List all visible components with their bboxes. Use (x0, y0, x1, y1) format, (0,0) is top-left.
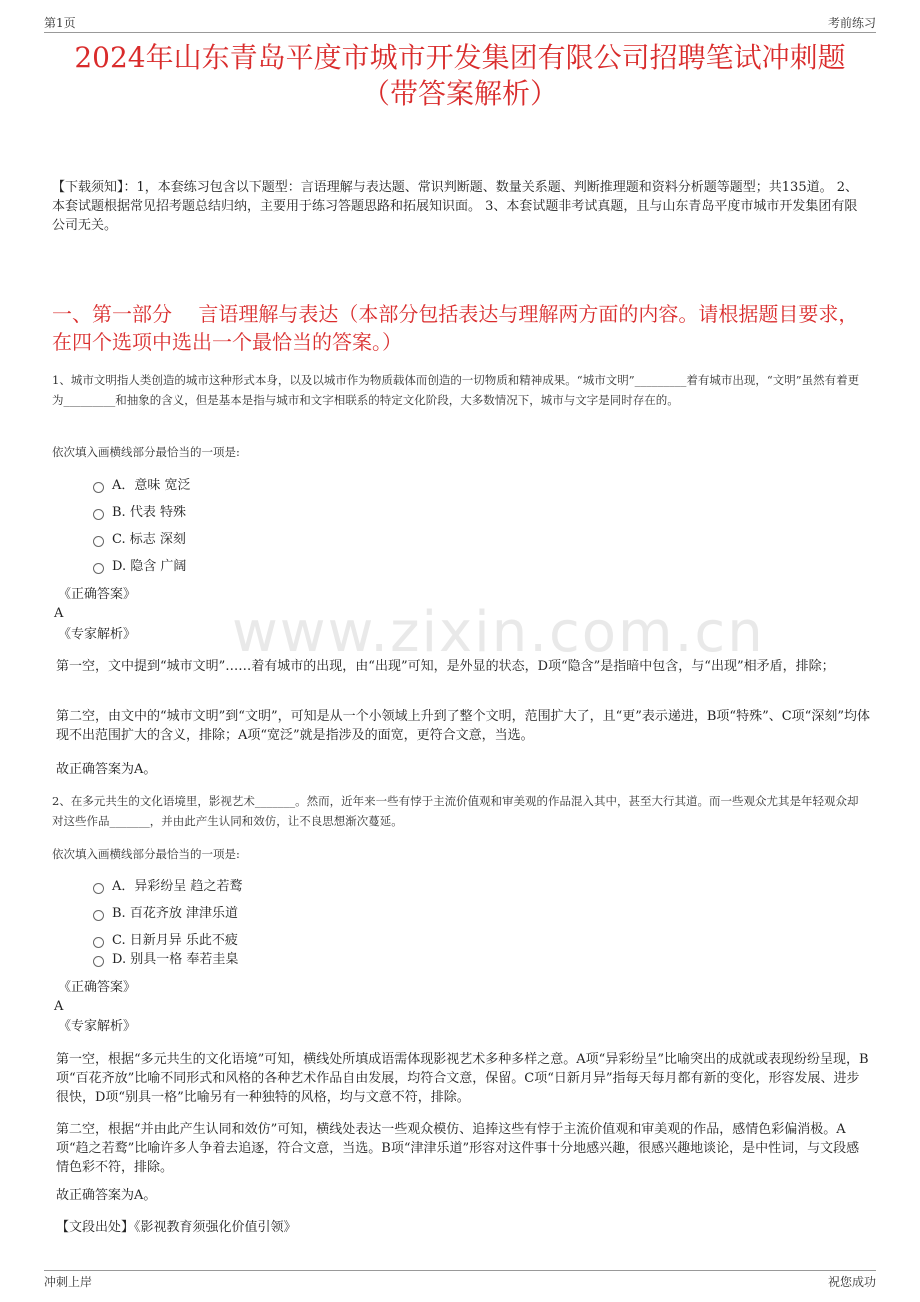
question-2-stem: 2、在多元共生的文化语境里，影视艺术_______。然而，近年来一些有悖于主流价值观和审美观的作品混入其中，甚至大行其道。而一些观众尤其是年轻观众却对这些作品_______，并由此产生认同和效仿，让不良思想渐次蔓延。 (52, 794, 859, 828)
radio-icon[interactable] (93, 482, 104, 493)
option-label: A．意味 宽泛 (112, 478, 191, 493)
question-2-answer: A (54, 999, 64, 1014)
question-1-conclusion: 故正确答案为A。 (56, 762, 157, 777)
header-label: 考前练习 (827, 16, 876, 30)
question-1-stem: 1、城市文明指人类创造的城市这种形式本身，以及以城市作为物质载体而创造的一切物质和精神成果。“城市文明”_________着有城市出现，“文明”虽然有着更为_________和抽象的含义，但是基本是指与城市和文字相联系的特定文化阶段，大多数情况下，城市与文字是同时存在的。 (52, 373, 860, 407)
question-1-analysis-1: 第一空，文中提到“城市文明”……着有城市的出现，由“出现”可知，是外显的状态，D项“隐含”是指暗中包含，与“出现”相矛盾，排除； (56, 659, 835, 674)
question-2-conclusion: 故正确答案为A。 (56, 1188, 157, 1203)
option-label: B. 代表 特殊 (112, 505, 186, 520)
question-1-option-b[interactable] (93, 504, 186, 522)
radio-icon[interactable] (93, 563, 104, 574)
question-2-option-b[interactable] (93, 905, 238, 923)
question-1-analysis-2: 第二空，由文中的“城市文明”到“文明”，可知是从一个小领域上升到了整个文明，范围扩大了，且“更”表示递进，B项“特殊”、C项“深刻”均体现不出范围扩大的含义，排除；A项“宽泛”就是指涉及的面宽，更符合文意，当选。 (56, 709, 870, 743)
question-2-option-c[interactable] (93, 932, 238, 950)
question-2-analysis-1: 第一空，根据“多元共生的文化语境”可知，横线处所填成语需体现影视艺术多种多样之意。A项“异彩纷呈”比喻突出的成就或表现纷纷呈现，B项“百花齐放”比喻不同形式和风格的各种艺术作品自由发展，均符合文意，保留。C项“日新月异”指每天每月都有新的变化，形容发展、进步很快，D项“别具一格”比喻另有一种独特的风格，均与文意不符，排除。 (56, 1052, 869, 1105)
radio-icon[interactable] (93, 536, 104, 547)
download-notice: 【下载须知】：1，本套练习包含以下题型：言语理解与表达题、常识判断题、数量关系题、判断推理题和资料分析题等题型；共135道。 2、本套试题根据常见招考题总结归纳，主要用于练习答题思路和拓展知识面。 3、本套试题非考试真题，且与山东青岛平度市城市开发集团有限公司无关。 (52, 180, 858, 233)
question-2-prompt: 依次填入画横线部分最恰当的一项是: (52, 847, 240, 861)
radio-icon[interactable] (93, 509, 104, 520)
question-2-analysis-2: 第二空，根据“并由此产生认同和效仿”可知，横线处表达一些观众模仿、追捧这些有悖于主流价值观和审美观的作品，感情色彩偏消极。A项“趋之若鹜”比喻许多人争着去追逐，符合文意，当选。B项“津津乐道”形容对这件事十分地感兴趣，很感兴趣地谈论，是中性词，与文段感情色彩不符，排除。 (56, 1122, 860, 1175)
question-2-analysis-label: 《专家解析》 (58, 1019, 137, 1034)
question-1-analysis-label: 《专家解析》 (58, 627, 137, 642)
question-1-answer: A (54, 606, 64, 621)
question-1-prompt: 依次填入画横线部分最恰当的一项是: (52, 445, 240, 459)
radio-icon[interactable] (93, 883, 104, 894)
radio-icon[interactable] (93, 956, 104, 967)
option-label: C. 日新月异 乐此不疲 (112, 933, 238, 948)
option-label: D. 隐含 广阔 (112, 559, 187, 574)
option-label: D. 别具一格 奉若圭臬 (112, 952, 239, 967)
page-footer (44, 1270, 876, 1291)
page-header (44, 12, 876, 33)
question-1-option-c[interactable] (93, 531, 186, 549)
watermark: www.zixin.com.cn (232, 600, 765, 665)
section-title: 一、第一部分 言语理解与表达（本部分包括表达与理解两方面的内容。请根据题目要求，在四个选项中选出一个最恰当的答案。） (52, 302, 859, 354)
document-title (30, 40, 890, 112)
question-2-source: 【文段出处】《影视教育须强化价值引领》 (56, 1220, 297, 1235)
question-2-option-d[interactable] (93, 951, 238, 969)
question-1-option-a[interactable] (93, 477, 191, 495)
radio-icon[interactable] (93, 910, 104, 921)
option-label: A．异彩纷呈 趋之若鹜 (112, 879, 243, 894)
question-2-answer-label: 《正确答案》 (58, 980, 137, 995)
question-1-answer-label: 《正确答案》 (58, 587, 137, 602)
page-number: 第1页 (44, 16, 76, 30)
title-line-2: （带答案解析） (361, 77, 558, 110)
option-label: B. 百花齐放 津津乐道 (112, 906, 238, 921)
footer-right-text: 祝您成功 (827, 1275, 876, 1289)
title-line-1: 2024年山东青岛平度市城市开发集团有限公司招聘笔试冲刺题 (74, 41, 846, 74)
question-2-option-a[interactable] (93, 878, 243, 896)
radio-icon[interactable] (93, 937, 104, 948)
question-1-option-d[interactable] (93, 558, 186, 576)
footer-left-text: 冲刺上岸 (44, 1275, 93, 1289)
option-label: C. 标志 深刻 (112, 532, 186, 547)
